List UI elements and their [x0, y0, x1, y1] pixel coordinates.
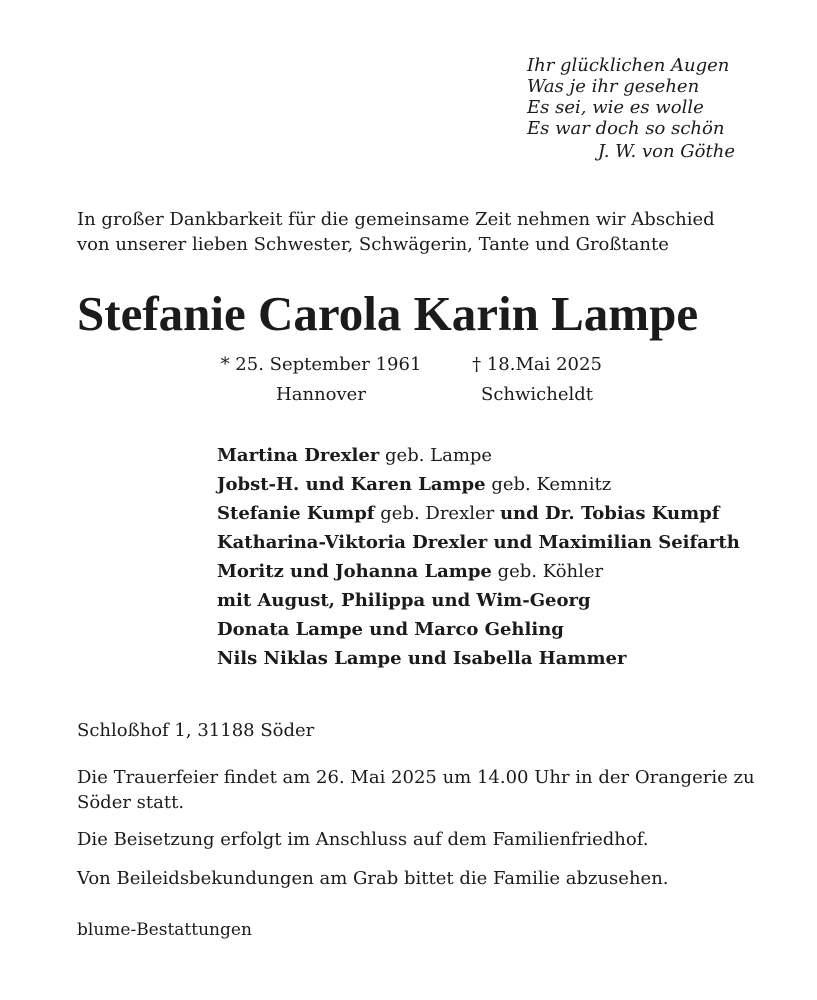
- burial-info: Die Beisetzung erfolgt im Anschluss auf dem Familienfriedhof.: [77, 829, 649, 850]
- death-date-line: [387, 350, 687, 380]
- mourner-line: Nils Niklas Lampe und Isabella Hammer: [217, 648, 627, 669]
- mourner-line: Moritz und Johanna Lampe geb. Köhler: [217, 561, 604, 582]
- mourner-line: Martina Drexler geb. Lampe: [217, 445, 493, 466]
- poem-line: Es sei, wie es wolle: [527, 97, 704, 118]
- poem-line: Was je ihr gesehen: [527, 76, 700, 97]
- poem-lines: [527, 55, 737, 139]
- life-dates: [77, 350, 749, 412]
- funeral-service-info: Die Trauerfeier findet am 26. Mai 2025 um 14.00 Uhr in der Orangerie zu Söder statt.: [77, 767, 755, 813]
- death-date: 18.Mai 2025: [486, 354, 602, 375]
- birth-date: 25. September 1961: [235, 354, 422, 375]
- poem-quote: [527, 55, 737, 162]
- death-info: [387, 350, 687, 410]
- mourner-line: mit August, Philippa und Wim-Georg: [217, 590, 591, 611]
- mourner-line: Katharina-Viktoria Drexler und Maximilian Seifarth: [217, 532, 740, 553]
- death-symbol: †: [472, 354, 482, 375]
- birth-symbol: *: [220, 354, 230, 375]
- condolence-note: Von Beileidsbekundungen am Grab bittet die Familie abzusehen.: [77, 868, 669, 889]
- poem-line: Es war doch so schön: [527, 118, 725, 139]
- funeral-home-name: blume-Bestattungen: [77, 920, 252, 940]
- death-place: Schwicheldt: [480, 384, 593, 405]
- poem-attribution: J. W. von Göthe: [597, 141, 735, 162]
- mourners-list: [217, 441, 777, 673]
- mourner-line: Stefanie Kumpf geb. Drexler und Dr. Tobias Kumpf: [217, 503, 720, 524]
- deceased-name: Stefanie Carola Karin Lampe: [77, 286, 699, 341]
- birth-place: Hannover: [276, 384, 366, 405]
- mourner-line: Donata Lampe und Marco Gehling: [217, 619, 564, 640]
- poem-line: Ihr glücklichen Augen: [527, 55, 730, 76]
- intro-text: In großer Dankbarkeit für die gemeinsame Zeit nehmen wir Abschied von unserer lieben Schwester, Schwägerin, Tante und Großtante: [77, 209, 715, 255]
- address-line: Schloßhof 1, 31188 Söder: [77, 720, 315, 741]
- mourner-line: Jobst-H. und Karen Lampe geb. Kemnitz: [217, 474, 612, 495]
